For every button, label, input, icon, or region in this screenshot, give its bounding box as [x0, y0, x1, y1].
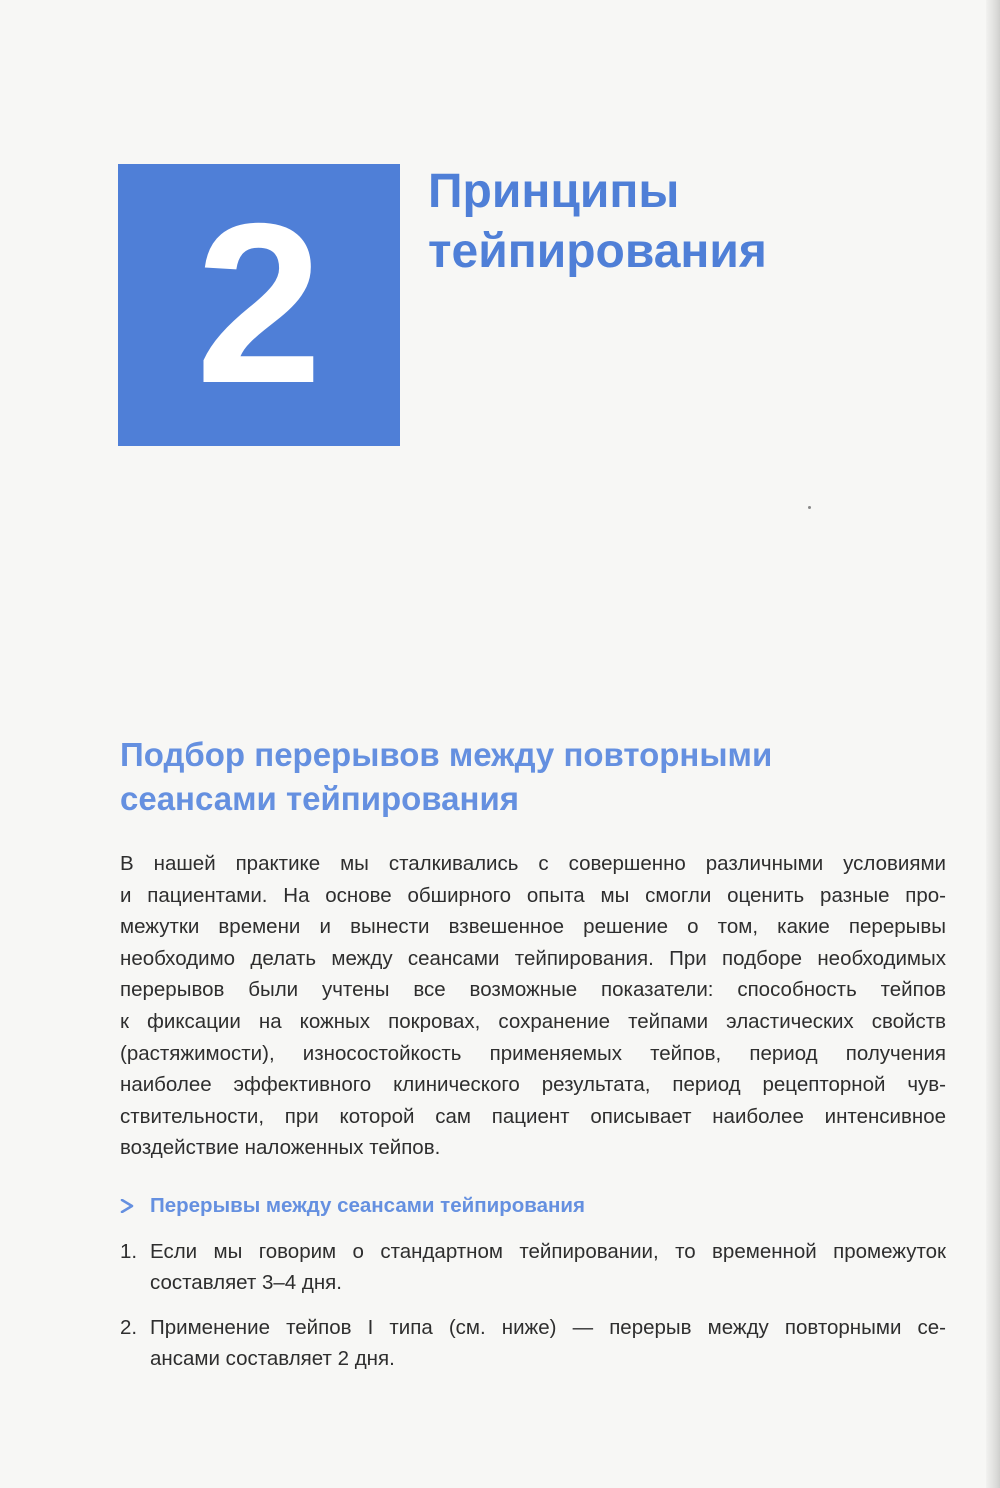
section-title [120, 733, 772, 821]
subsection-heading [120, 1192, 585, 1220]
paragraph-line: и пациентами. На основе обширного опыта мы смогли оценить разные про- [120, 883, 946, 907]
list-item-line: ансами составляет 2 дня. [150, 1347, 395, 1370]
print-speck [808, 506, 811, 509]
chapter-title-line: Принципы [428, 165, 680, 218]
paragraph-line: воздействие наложенных тейпов. [120, 1136, 441, 1160]
section-title-line: Подбор перерывов между повторными [120, 736, 773, 773]
arrow-right-icon [120, 1199, 134, 1213]
paragraph-line: (растяжимости), износостойкость применяемых тейпов, период получения [120, 1041, 946, 1065]
paragraph-line: ствительности, при которой сам пациент описывает наиболее интенсивное [120, 1104, 946, 1128]
paragraph-line: межутки времени и вынести взвешенное решение о том, какие перерывы [120, 915, 946, 939]
chapter-number-box [118, 164, 400, 446]
interval-list [120, 1236, 946, 1388]
body-paragraph [120, 848, 946, 1164]
paragraph-line: к фиксации на кожных покровах, сохранение тейпами эластических свойств [120, 1009, 946, 1033]
list-item-line: Если мы говорим о стандартном тейпировании, то временной промежуток [150, 1240, 946, 1263]
paragraph-line: необходимо делать между сеансами тейпирования. При подборе необходимых [120, 946, 946, 970]
list-item-line: Применение тейпов I типа (см. ниже) — перерыв между повторными се- [150, 1316, 946, 1339]
paragraph-line: В нашей практике мы сталкивались с совершенно различными условиями [120, 852, 946, 875]
paragraph-line: наиболее эффективного клинического результата, период рецепторной чув- [120, 1073, 946, 1097]
paragraph-line: перерывов были учтены все возможные показатели: способность тейпов [120, 978, 946, 1002]
chapter-title [428, 162, 767, 282]
subsection-title: Перерывы между сеансами тейпирования [150, 1194, 585, 1217]
list-item [120, 1312, 946, 1374]
list-item-number: 2. [120, 1316, 138, 1339]
list-item [120, 1236, 946, 1298]
chapter-number: 2 [195, 177, 323, 431]
chapter-title-line: тейпирования [428, 225, 767, 278]
list-item-line: составляет 3–4 дня. [150, 1271, 342, 1294]
list-item-number: 1. [120, 1240, 138, 1263]
section-title-line: сеансами тейпирования [120, 780, 519, 817]
page-edge-shadow [986, 0, 1000, 1488]
